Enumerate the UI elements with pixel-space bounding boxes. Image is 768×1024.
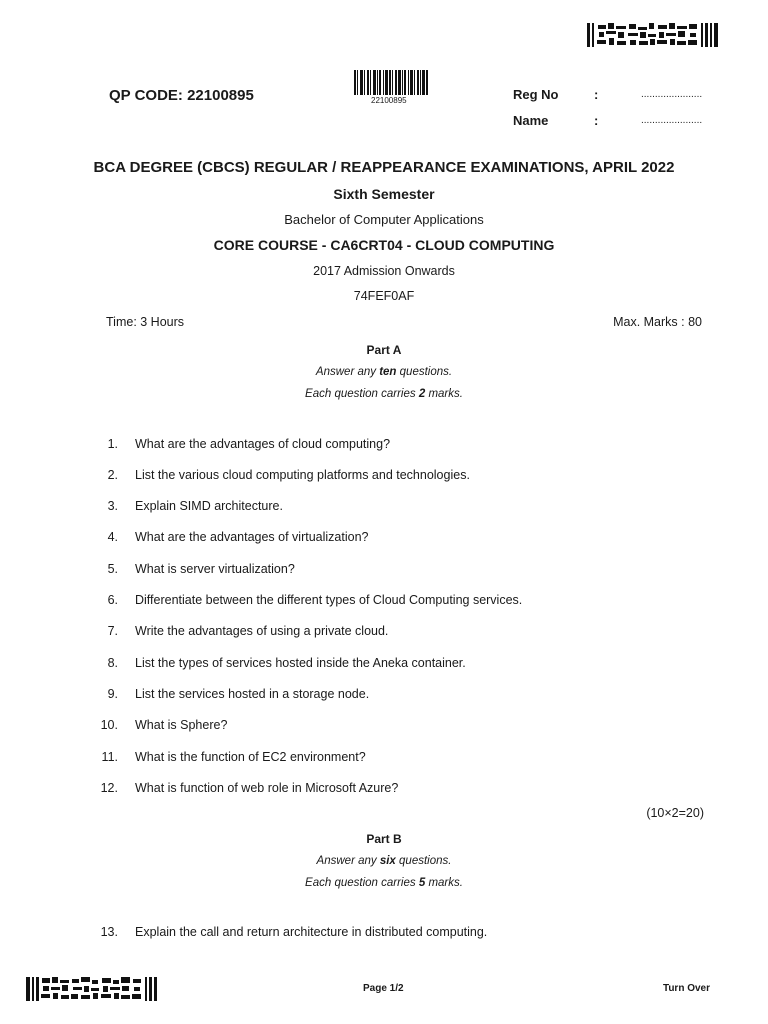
question-item: 4. What are the advantages of virtualization? [107,530,369,544]
qp-code: QP CODE: 22100895 [109,87,254,104]
exam-title: BCA DEGREE (CBCS) REGULAR / REAPPEARANCE EXAMINATIONS, APRIL 2022 [93,159,675,176]
question-item: 6. Differentiate between the different types of Cloud Computing services. [107,593,523,607]
admission: 2017 Admission Onwards [313,264,455,278]
paper-code: 74FEF0AF [353,289,415,303]
question-item: 3. Explain SIMD architecture. [107,499,283,513]
part-a-mark-tally: (10×2=20) [646,806,704,820]
part-b-instruction-1: Answer any six questions. [316,855,452,867]
question-item: 7. Write the advantages of using a private cloud. [107,624,389,638]
question-item: 12. What is function of web role in Microsoft Azure? [100,781,399,795]
question-item: 9. List the services hosted in a storage node. [107,687,370,701]
part-b-instruction-2: Each question carries 5 marks. [305,877,463,889]
part-a-instruction-1: Answer any ten questions. [315,366,453,378]
program: Bachelor of Computer Applications [284,212,484,227]
reg-no-field: ...................... [641,89,703,100]
part-b-title: Part B [366,832,402,846]
question-item: 8. List the types of services hosted inside the Aneka container. [107,656,466,670]
page-number: Page 1/2 [363,983,404,994]
question-item: 13. Explain the call and return architecture in distributed computing. [100,925,488,939]
course-title: CORE COURSE - CA6CRT04 - CLOUD COMPUTING [213,237,555,253]
qp-barcode [354,70,428,95]
question-item: 1. What are the advantages of cloud computing? [107,437,391,451]
barcode-number: 22100895 [371,96,407,105]
question-item: 5. What is server virtualization? [107,562,295,576]
top-right-barcode [587,23,719,47]
part-a-instruction-2: Each question carries 2 marks. [305,388,463,400]
semester: Sixth Semester [333,186,435,202]
name-colon: : [594,113,599,128]
question-item: 10. What is Sphere? [100,718,228,732]
name-label: Name [513,113,549,128]
time-allowed: Time: 3 Hours [106,315,185,329]
bottom-left-barcode [26,977,158,1001]
name-field: ...................... [641,115,703,126]
reg-no-colon: : [594,87,599,102]
reg-no-label: Reg No [513,87,559,102]
question-item: 11. What is the function of EC2 environment? [101,750,366,764]
question-item: 2. List the various cloud computing platforms and technologies. [107,468,470,482]
max-marks: Max. Marks : 80 [613,315,702,329]
turn-over-note: Turn Over [662,983,710,994]
part-a-title: Part A [366,343,402,357]
